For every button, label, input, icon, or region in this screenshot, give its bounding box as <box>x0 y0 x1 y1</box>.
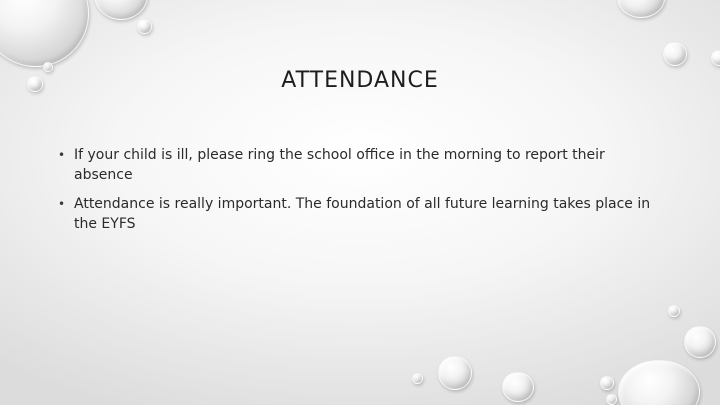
bullet-icon: • <box>58 148 66 162</box>
bullet-text: If your child is ill, please ring the school office in the morning to report their absence <box>74 147 605 183</box>
water-droplet-decoration <box>684 326 716 358</box>
water-droplet-decoration <box>94 0 148 20</box>
water-droplet-decoration <box>606 394 617 405</box>
slide-title: ATTENDANCE <box>281 68 439 93</box>
water-droplet-decoration <box>0 0 89 67</box>
water-droplet-decoration <box>502 372 534 402</box>
water-droplet-decoration <box>711 50 720 66</box>
water-droplet-decoration <box>438 356 472 390</box>
water-droplet-decoration <box>663 42 687 66</box>
water-droplet-decoration <box>618 360 700 405</box>
water-droplet-decoration <box>412 373 423 384</box>
bullet-item <box>56 194 656 234</box>
water-droplet-decoration <box>617 0 665 18</box>
water-droplet-decoration <box>668 305 680 317</box>
bullet-text: Attendance is really important. The foundation of all future learning takes place in the EYFS <box>74 196 651 232</box>
water-droplet-decoration <box>600 376 614 390</box>
water-droplet-decoration <box>137 19 152 34</box>
bullet-icon: • <box>58 197 66 211</box>
bullet-list <box>56 145 656 243</box>
bullet-item <box>56 145 656 185</box>
